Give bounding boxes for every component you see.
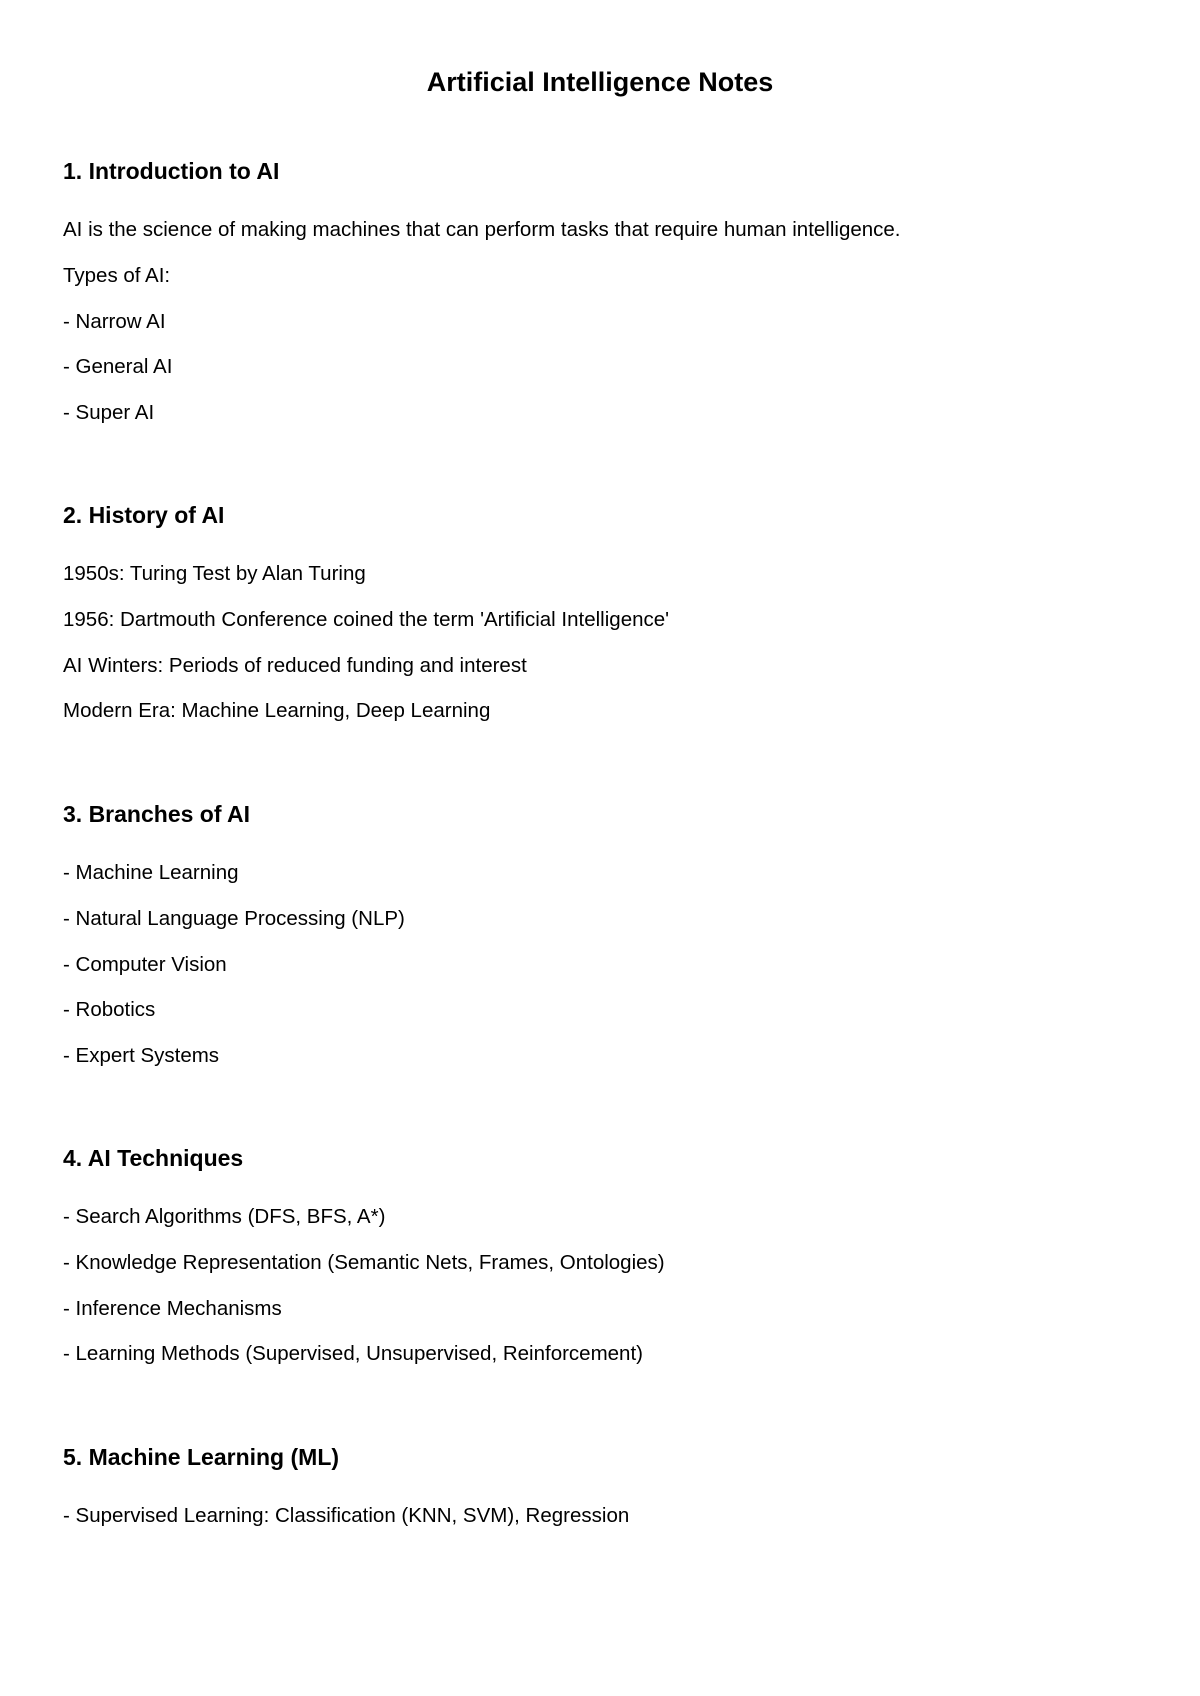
section-lines [63,562,1143,723]
section-lines [63,1205,1143,1366]
list-item: - Supervised Learning: Classification (KNN, SVM), Regression [63,1504,630,1527]
text-line: AI is the science of making machines that can perform tasks that require human intelligence. [63,218,901,241]
section-machine-learning [63,1443,1143,1550]
list-item: - Inference Mechanisms [63,1296,282,1320]
document-title: Artificial Intelligence Notes [426,67,774,97]
section-heading: 1. Introduction to AI [63,158,280,184]
list-item: - Search Algorithms (DFS, BFS, A*) [63,1205,386,1228]
list-item: - Robotics [63,998,156,1022]
list-item: - Knowledge Representation (Semantic Nets, Frames, Ontologies) [63,1250,665,1274]
section-branches [63,800,1143,1090]
text-line: 1956: Dartmouth Conference coined the term 'Artificial Intelligence' [63,607,670,631]
section-heading: 5. Machine Learning (ML) [63,1444,340,1470]
section-introduction [63,157,1143,447]
list-item: - Expert Systems [63,1044,220,1068]
list-item: - Narrow AI [63,309,166,333]
section-heading: 4. AI Techniques [63,1145,244,1171]
section-techniques [63,1144,1143,1388]
section-lines [63,1504,1143,1528]
section-heading: 2. History of AI [63,502,225,528]
section-lines [63,861,1143,1068]
list-item: - Machine Learning [63,861,239,884]
section-heading: 3. Branches of AI [63,801,251,827]
text-line: AI Winters: Periods of reduced funding and interest [63,653,527,677]
list-item: - General AI [63,355,173,379]
list-item: - Learning Methods (Supervised, Unsupervised, Reinforcement) [63,1342,643,1366]
list-item: - Natural Language Processing (NLP) [63,906,405,930]
text-line: 1950s: Turing Test by Alan Turing [63,562,366,585]
list-item: - Computer Vision [63,952,227,976]
list-item: - Super AI [63,401,155,425]
section-lines [63,218,1143,425]
text-line: Modern Era: Machine Learning, Deep Learning [63,699,491,723]
text-line: Types of AI: [63,263,171,287]
section-history [63,501,1143,745]
